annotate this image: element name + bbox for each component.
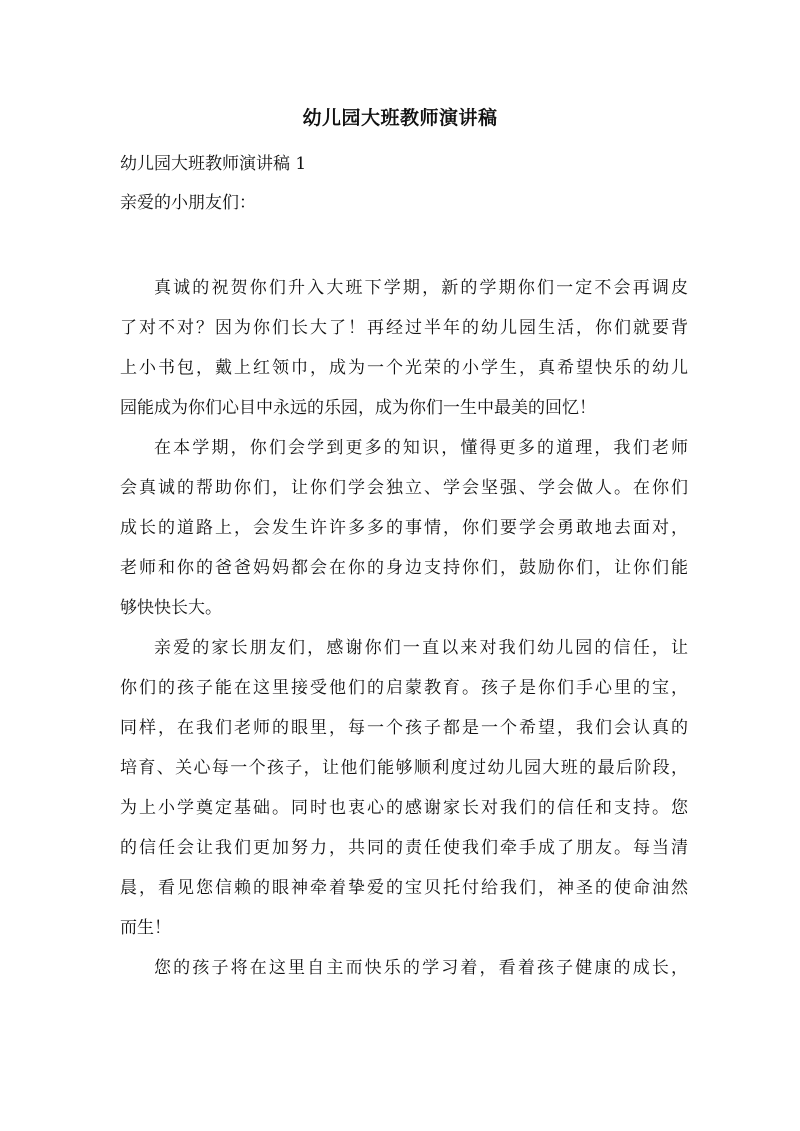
paragraph-line: 晨，看见您信赖的眼神牵着挚爱的宝贝托付给我们，神圣的使命油然: [120, 878, 688, 898]
paragraph-line: 培育、关心每一个孩子，让他们能够顺利度过幼儿园大班的最后阶段，: [120, 758, 688, 778]
paragraph-line: 您的孩子将在这里自主而快乐的学习着，看着孩子健康的成长，: [154, 958, 688, 978]
paragraph-line: 园能成为你们心目中永远的乐园，成为你们一生中最美的回忆！: [120, 398, 596, 418]
paragraph-line: 为上小学奠定基础。同时也衷心的感谢家长对我们的信任和支持。您: [120, 798, 688, 818]
paragraph-4: [120, 948, 688, 988]
paragraph-line: 你们的孩子能在这里接受他们的启蒙教育。孩子是你们手心里的宝，: [120, 678, 688, 698]
paragraph-line: 够快快长大。: [120, 598, 222, 618]
paragraph-line: 亲爱的家长朋友们，感谢你们一直以来对我们幼儿园的信任，让: [154, 638, 688, 658]
paragraph-line: 在本学期，你们会学到更多的知识，懂得更多的道理，我们老师: [154, 438, 688, 458]
paragraph-3: [120, 628, 688, 948]
paragraph-line: 上小书包，戴上红领巾，成为一个光荣的小学生，真希望快乐的幼儿: [120, 358, 688, 378]
paragraph-line: 了对不对？因为你们长大了！再经过半年的幼儿园生活，你们就要背: [120, 318, 688, 338]
greeting-line: 亲爱的小朋友们：: [120, 193, 256, 213]
document-body: [120, 268, 688, 988]
paragraph-line: 老师和你的爸爸妈妈都会在你的身边支持你们，鼓励你们，让你们能: [120, 558, 688, 578]
paragraph-line: 成长的道路上，会发生许许多多的事情，你们要学会勇敢地去面对，: [120, 518, 688, 538]
document-subtitle: 幼儿园大班教师演讲稿 1: [120, 154, 307, 174]
paragraph-line: 而生！: [120, 918, 171, 938]
paragraph-1: [120, 268, 688, 428]
paragraph-line: 同样，在我们老师的眼里，每一个孩子都是一个希望，我们会认真的: [120, 718, 688, 738]
document-title: 幼儿园大班教师演讲稿: [302, 107, 498, 129]
paragraph-line: 会真诚的帮助你们，让你们学会独立、学会坚强、学会做人。在你们: [120, 478, 688, 498]
paragraph-2: [120, 428, 688, 628]
paragraph-line: 的信任会让我们更加努力，共同的责任使我们牵手成了朋友。每当清: [120, 838, 688, 858]
paragraph-line: 真诚的祝贺你们升入大班下学期，新的学期你们一定不会再调皮: [154, 278, 688, 298]
